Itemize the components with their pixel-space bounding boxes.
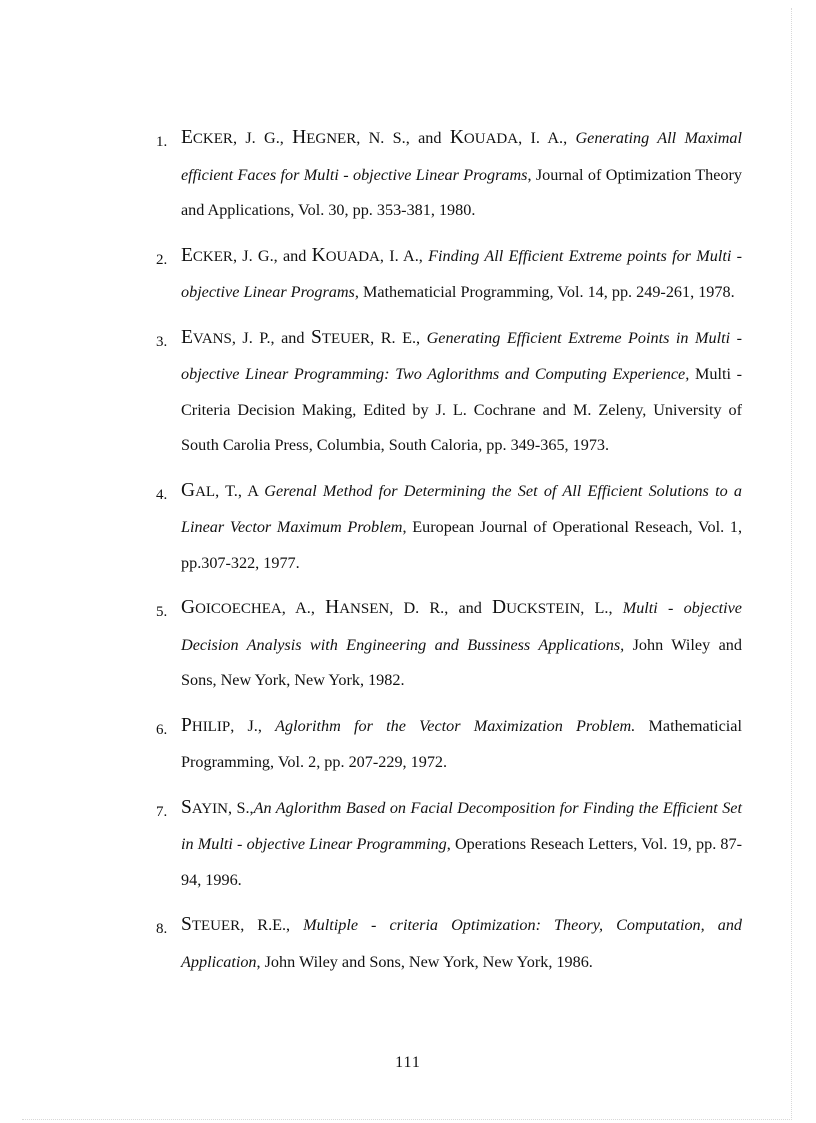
- author-initial: G: [181, 597, 196, 618]
- reference-authors: [181, 244, 429, 266]
- author-text: , R. E.,: [370, 328, 427, 347]
- author-initial: D: [492, 597, 507, 618]
- author-initial: P: [181, 714, 192, 736]
- reference-details: , European Journal of Operational Reseach, Vol. 1, pp.307-322, 1977.: [181, 518, 742, 572]
- reference-authors: [181, 916, 303, 934]
- author-surname: OUADA: [463, 131, 519, 147]
- reference-number: 7.: [156, 803, 168, 820]
- reference-number: 6.: [156, 721, 168, 738]
- author-text: , N. S., and: [356, 129, 450, 147]
- author-initial: E: [181, 244, 193, 266]
- reference-item: [156, 238, 742, 311]
- author-initial: S: [181, 914, 192, 935]
- reference-details: , Journal of Optimization Theory and Applications, Vol. 30, pp. 353-381, 1980.: [181, 165, 742, 219]
- author-initial: S: [181, 796, 192, 818]
- reference-authors: [181, 599, 623, 617]
- reference-item: [156, 907, 742, 980]
- author-surname: CKER: [192, 248, 233, 265]
- author-surname: TEUER: [321, 330, 371, 347]
- reference-details: , Operations Reseach Letters, Vol. 19, pp. 87-94, 1996.: [181, 835, 742, 889]
- author-surname: UCKSTEIN: [506, 601, 581, 617]
- reference-title: Generating All Maximal efficient Faces for Multi - objective Linear Programs: [181, 129, 742, 184]
- author-text: , D. R., and: [389, 599, 493, 617]
- reference-number: 2.: [156, 251, 168, 268]
- reference-number: 5.: [156, 604, 168, 620]
- author-surname: VANS: [192, 330, 232, 347]
- author-initial: E: [181, 326, 193, 348]
- reference-details: Mathematicial Programming, Vol. 2, pp. 207-229, 1972.: [181, 716, 742, 771]
- author-surname: TEUER: [191, 918, 241, 934]
- author-initial: H: [325, 597, 340, 618]
- author-text: , R.E.,: [240, 916, 304, 934]
- reference-authors: [181, 479, 265, 501]
- reference-authors: [181, 714, 276, 736]
- author-surname: EGNER: [306, 131, 357, 147]
- reference-authors: [181, 796, 254, 818]
- author-text: , J. P., and: [231, 328, 311, 347]
- author-surname: AYIN: [191, 800, 228, 817]
- reference-item: [156, 320, 742, 464]
- author-surname: AL: [195, 483, 216, 500]
- reference-item: [156, 590, 742, 699]
- author-surname: CKER: [192, 131, 233, 147]
- reference-item: [156, 708, 742, 781]
- page-number: 111: [395, 1054, 421, 1071]
- author-initial: K: [449, 127, 464, 148]
- reference-title: Aglorithm for the Vector Maximization Problem.: [275, 716, 636, 735]
- reference-details: , Mathematicial Programming, Vol. 14, pp. 249-261, 1978.: [354, 283, 735, 301]
- author-text: , J. G.,: [232, 129, 293, 147]
- reference-number: 4.: [156, 486, 168, 503]
- reference-item: [156, 120, 742, 229]
- author-initial: G: [181, 479, 196, 501]
- reference-details: Multi - Criteria Decision Making, Edited by J. L. Cochrane and M. Zeleny, University of South Carolia Press, Columbia, South Caloria, pp. 349-365, 1973.: [181, 365, 742, 454]
- author-initial: S: [310, 326, 322, 348]
- author-text: , J. G., and: [232, 246, 312, 265]
- author-surname: OUADA: [325, 248, 380, 265]
- reference-title: Gerenal Method for Determining the Set of All Efficient Solutions to a Linear Vector Maximum Problem: [181, 481, 742, 536]
- reference-title: Multi - objective Decision Analysis with Engineering and Bussiness Applications,: [181, 599, 742, 654]
- author-initial: H: [292, 127, 307, 148]
- reference-number: 8.: [156, 921, 168, 937]
- author-surname: OICOECHEA: [195, 601, 282, 617]
- reference-title: An Aglorithm Based on Facial Decomposition for Finding the Efficient Set in Multi - objective Linear Programming: [181, 798, 742, 853]
- reference-details: John Wiley and Sons, New York, New York, 1982.: [181, 635, 742, 689]
- reference-number: 1.: [156, 134, 168, 150]
- reference-list: [156, 120, 742, 989]
- reference-title: Finding All Efficient Extreme points for Multi - objective Linear Programs: [181, 246, 742, 301]
- reference-number: 3.: [156, 333, 168, 350]
- author-surname: ANSEN: [339, 601, 390, 617]
- author-text: , T., A: [215, 481, 265, 500]
- author-text: , J.,: [230, 716, 276, 735]
- reference-details: , John Wiley and Sons, New York, New York, 1986.: [256, 952, 593, 971]
- reference-item: [156, 473, 742, 582]
- reference-title: Multiple - criteria Optimization: Theory, Computation, and Application: [181, 916, 743, 971]
- author-text: , S.,: [227, 798, 254, 817]
- reference-item: [156, 790, 742, 899]
- author-text: , L.,: [580, 599, 623, 617]
- author-text: , I. A.,: [518, 129, 576, 147]
- author-surname: HILIP: [191, 718, 231, 735]
- author-initial: E: [181, 127, 193, 148]
- author-initial: K: [311, 244, 326, 266]
- reference-title: Generating Efficient Extreme Points in Multi - objective Linear Programming: Two Aglorithms and Computing Experience,: [181, 328, 742, 383]
- author-text: , A.,: [281, 599, 326, 617]
- author-text: , I. A.,: [379, 246, 429, 265]
- reference-authors: [181, 326, 427, 348]
- reference-authors: [181, 129, 575, 147]
